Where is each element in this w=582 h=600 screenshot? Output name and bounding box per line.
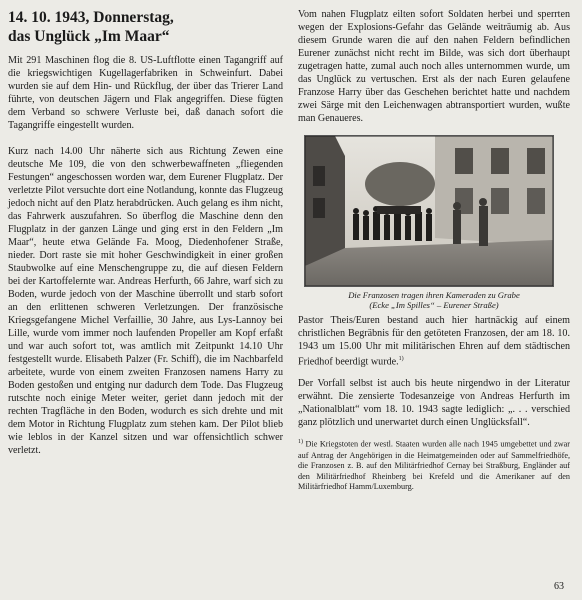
paragraph-soldiers: Vom nahen Flugplatz eilten sofort Soldaten herbei und sperrten wegen der Explosions-Gefahr das Gelände weiträumig ab. Aus diesem Grunde waren die auf den nahen Feldern befindlichen Eurener zunächst nicht recht im Bilde, was sich dort überhaupt zugetragen hatte, zumal auch noch alles unternommen wurde, um das Unglück zu vertuschen. Erst als der nach Euren gelaufene Franzose Harry über das Geschehen berichtet hatte und nachdem zwei Särge mit den Leichenwagen abtransportiert wurden, wußte man Genaueres.: [298, 9, 570, 124]
caption-line-1: Die Franzosen tragen ihren Kameraden zu Grabe: [348, 290, 520, 300]
left-column: [8, 8, 283, 457]
funeral-photo: [304, 135, 554, 287]
paragraph-crash: Kurz nach 14.00 Uhr näherte sich aus Richtung Zewen eine deutsche Me 109, die von den schwerbewaffneten „fliegenden Festungen“ angeschossen worden war, dem Eurener Flugplatz. Der verletzte Pilot versuchte dort eine Notlandung, konnte das Flugzeug jedoch nicht auf den Platz herabdrücken. Auch gelang es ihm nicht, das Fahrwerk auszufahren. So überflog die Maschine denn den Flugplatz in der ganzen Länge und ging erst in den Feldern „Im Maar“, heute etwa Gelände Fa. Moog, Diedenhofener Straße, nieder. Dort raste sie mit hoher Geschwindigkeit in einer großen Staubwolke auf eine Menschengruppe zu, die auf diesen Feldern bei der Kartoffelernte war. Andreas Herfurth, 66 Jahre, warf sich zu Boden, wurde jedoch von der Maschine überrollt und starb sofort an den erlittenen schweren Verletzungen. Der französische Kriegsgefangene Michel Verfaillie, 30 Jahre, aus Lys-Lannoy bei Lille, wurde vom immer noch laufenden Propeller am Kopf erfaßt und war auch sofort tot, was amtlich mit Zeitpunkt 14.10 Uhr festgestellt wurde. Elisabeth Palzer (Fr. Schiff), die im Nachbarfeld arbeitete, wurde von einem zweiten Franzosen namens Harry zu Boden gestoßen und entging nur dadurch dem Tode. Das Flugzeug rutschte noch einige Meter weiter, geriet dann jedoch mit der rechten Tragfläche in den Boden, wodurch es sich drehte und mit dem Motor in Richtung Flugplatz zum stehen kam. Der Pilot blieb wie leblos in der Kanzel sitzen und war offensichtlich schwer verletzt.: [8, 146, 283, 456]
funeral-photo-illustration: [305, 136, 553, 286]
page-number: 63: [554, 581, 564, 592]
footnote-text: Die Kriegstoten der westl. Staaten wurden alle nach 1945 umgebettet und zwar auf Antrag der Angehörigen in die Heimatgemeinden oder auf Sammelfriedhöfe, die Franzosen z. B. auf den Militärfriedhof Cernay bei Straßburg, Engländer auf den Militärfriedhof Rheinberg bei Krefeld und die Amerikaner auf den Militärfriedhof Hamm/Luxemburg.: [298, 440, 571, 492]
photo-caption: [298, 290, 570, 310]
heading-line-2: das Unglück „Im Maar“: [8, 28, 170, 45]
footnote-mark: 1): [298, 439, 303, 446]
footnote-reference: 1): [398, 356, 404, 362]
article-heading: [8, 8, 283, 46]
caption-line-2: (Ecke „Im Spilles“ – Eurener Straße): [369, 300, 499, 310]
paragraph-burial: [298, 314, 570, 368]
heading-line-1: 14. 10. 1943, Donnerstag,: [8, 9, 174, 26]
paragraph-burial-text: Pastor Theis/Euren bestand auch hier hartnäckig auf einem christlichen Begräbnis für den getöteten Franzosen, der am 18. 10. 1943 um 15.00 Uhr mit militärischen Ehren auf dem städtischen Friedhof beerdigt wurde.: [298, 315, 570, 368]
footnote: [298, 437, 570, 492]
paragraph-literature: Der Vorfall selbst ist auch bis heute nirgendwo in der Literatur erwähnt. Die zensierte Todesanzeige von Andreas Herfurth im „Nationalblatt“ vom 18. 10. 1943 sagte lediglich: „. . . verschied ganz plötzlich und unerwartet durch einen Unglücksfall“.: [298, 378, 570, 429]
paragraph-intro: Mit 291 Maschinen flog die 8. US-Luftflotte einen Tagangriff auf die kriegswichtigen Kugellagerfabriken in Schweinfurt. Dabei wurden sie auf dem Hin- und Rückflug, der über das Trierer Land führte, von deutschen Jägern und Flak angegriffen. Diese fügten dem Verband so schwere Verluste bei, daß danach sofort die Tagangriffe eingestellt wurden.: [8, 55, 283, 131]
right-column: [298, 8, 570, 493]
